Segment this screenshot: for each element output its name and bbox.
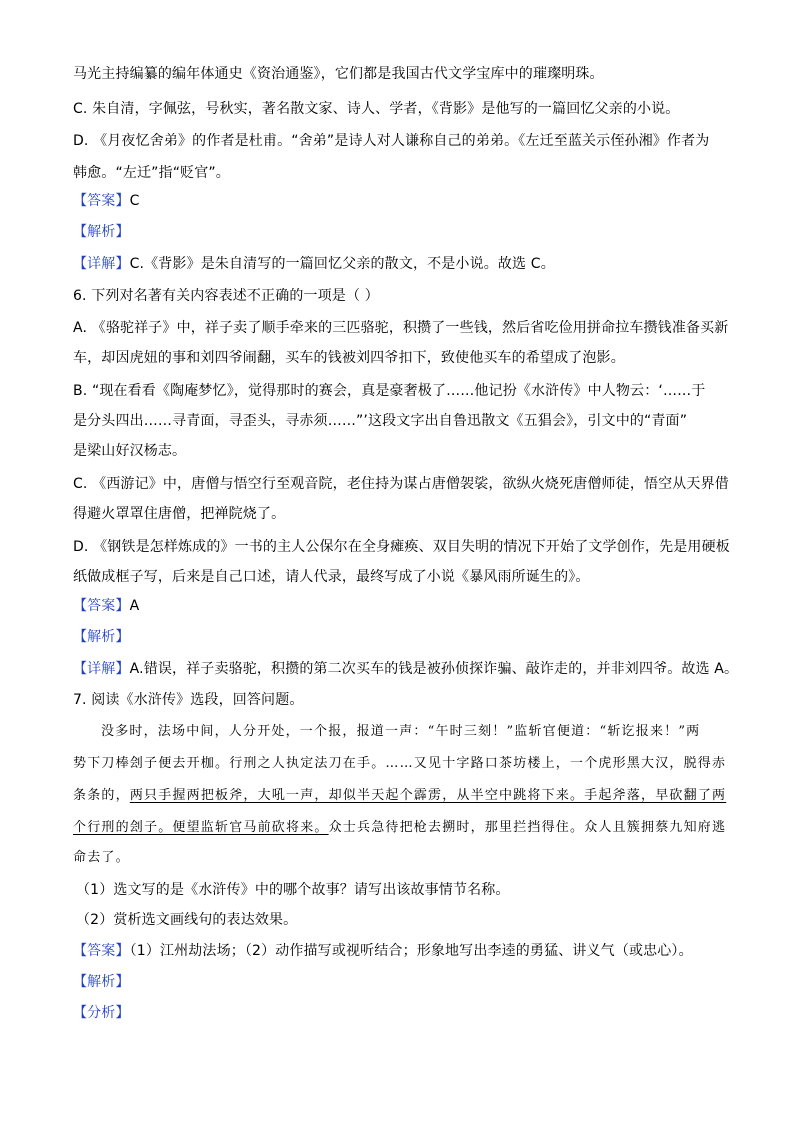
text-line: 韩愈。“左迁”指“贬官”。: [73, 165, 230, 181]
detail-line: [73, 254, 555, 274]
question-7: 7. 阅读《水浒传》选段，回答问题。: [73, 692, 304, 708]
answer-tag: 【答案】: [73, 193, 130, 209]
detail-value: A.错误，祥子卖骆驼，积攒的第二次买车的钱是被孙侦探诈骗、敲诈走的，并非刘四爷。故选 A。: [129, 661, 739, 677]
detail-tag: 【详解】: [73, 256, 130, 272]
analysis-tag: 【解析】: [73, 629, 130, 645]
option-b-cont: 是分头四出……寻青面，寻歪头，寻赤须……”’这段文字出自鲁迅散文《五猖会》，引文中的“青面”: [73, 413, 688, 429]
passage-line: 没多时，法场中间，人分开处，一个报，报道一声：“午时三刻！”监斩官便道：“斩讫报来！”两: [101, 724, 701, 739]
passage-line: 命去了。: [73, 850, 130, 865]
option-d: D. 《钢铁是怎样炼成的》一书的主人公保尔在全身瘫痪、双目失明的情况下开始了文学创作，先是用硬板: [73, 539, 730, 555]
option-b: B. “现在看看《陶庵梦忆》，觉得那时的赛会，真是豪奢极了……他记扮《水浒传》中人物云：‘……于: [73, 383, 706, 399]
analysis-line: [73, 972, 130, 992]
analysis-tag: 【解析】: [73, 974, 130, 990]
answer-value: A: [129, 598, 140, 614]
answer-value: C: [129, 193, 140, 209]
answer-value: （1）江州劫法场；（2）动作描写或视听结合；形象地写出李逵的勇猛、讲义气（或忠心）。: [129, 943, 693, 959]
detail-value: C.《背影》是朱自清写的一篇回忆父亲的散文，不是小说。故选 C。: [129, 256, 555, 272]
option-d-cont: 纸做成框子写，后来是自己口述，请人代录，最终写成了小说《暴风雨所诞生的》。: [73, 569, 590, 585]
answer-tag: 【答案】: [73, 598, 130, 614]
analysis-tag: 【解析】: [73, 224, 130, 240]
sub-question-1: （1）选文写的是《水浒传》中的哪个故事？请写出该故事情节名称。: [76, 882, 510, 898]
detail-tag: 【详解】: [73, 661, 130, 677]
question-6: 6. 下列对名著有关内容表述不正确的一项是（ ）: [73, 288, 379, 304]
passage-text: 条条的，: [73, 788, 130, 803]
text-line: 马光主持编纂的编年体通史《资治通鉴》，它们都是我国古代文学宝库中的璀璨明珠。: [73, 66, 604, 82]
option-c: C. 《西游记》中，唐僧与悟空行至观音院，老住持为谋占唐僧袈裟，欲纵火烧死唐僧师徒，悟空从天界借: [73, 476, 729, 492]
option-b-cont: 是梁山好汉杨志。: [73, 443, 187, 459]
option-c-cont: 得避火罩罩住唐僧，把禅院烧了。: [73, 506, 286, 522]
underlined-sentence: 个行刑的刽子。便望监斩官马前砍将来。: [73, 820, 329, 835]
explanation-tag: 【分析】: [73, 1005, 130, 1021]
analysis-line: [73, 627, 130, 647]
answer-tag: 【答案】: [73, 943, 130, 959]
option-a-cont: 车，却因虎妞的事和刘四爷闹翻，买车的钱被刘四爷扣下，致使他买车的希望成了泡影。: [73, 350, 625, 366]
detail-line: [73, 659, 738, 679]
underlined-sentence: 两只手握两把板斧，大吼一声，却似半天起个霹雳，从半空中跳将下来。手起斧落，早砍翻了两: [129, 788, 727, 803]
passage-line: 势下刀棒刽子便去开枷。行刑之人执定法刀在手。……又见十字路口茶坊楼上，一个虎形黑大汉，脱得赤: [73, 756, 727, 771]
option-d-prev: D. 《月夜忆舍弟》的作者是杜甫。“舍弟”是诗人对人谦称自己的弟弟。《左迁至蓝关示侄孙湘》作者为: [73, 133, 710, 149]
sub-question-2: （2）赏析选文画线句的表达效果。: [76, 912, 298, 928]
answer-line: [73, 191, 140, 211]
answer-line: [73, 941, 693, 961]
answer-line: [73, 596, 139, 616]
passage-line: [73, 818, 726, 838]
option-a: A. 《骆驼祥子》中，祥子卖了顺手牵来的三匹骆驼，积攒了一些钱，然后省吃俭用拼命拉车攒钱准备买新: [73, 320, 729, 336]
option-c-prev: C. 朱自清，字佩弦，号秋实，著名散文家、诗人、学者，《背影》是他写的一篇回忆父亲的小说。: [73, 101, 680, 117]
analysis-line: [73, 222, 130, 242]
passage-line: [73, 786, 726, 806]
explanation-line: [73, 1003, 130, 1023]
passage-text: 众士兵急待把枪去搠时，那里拦挡得住。众人且簇拥蔡九知府逃: [328, 820, 727, 835]
